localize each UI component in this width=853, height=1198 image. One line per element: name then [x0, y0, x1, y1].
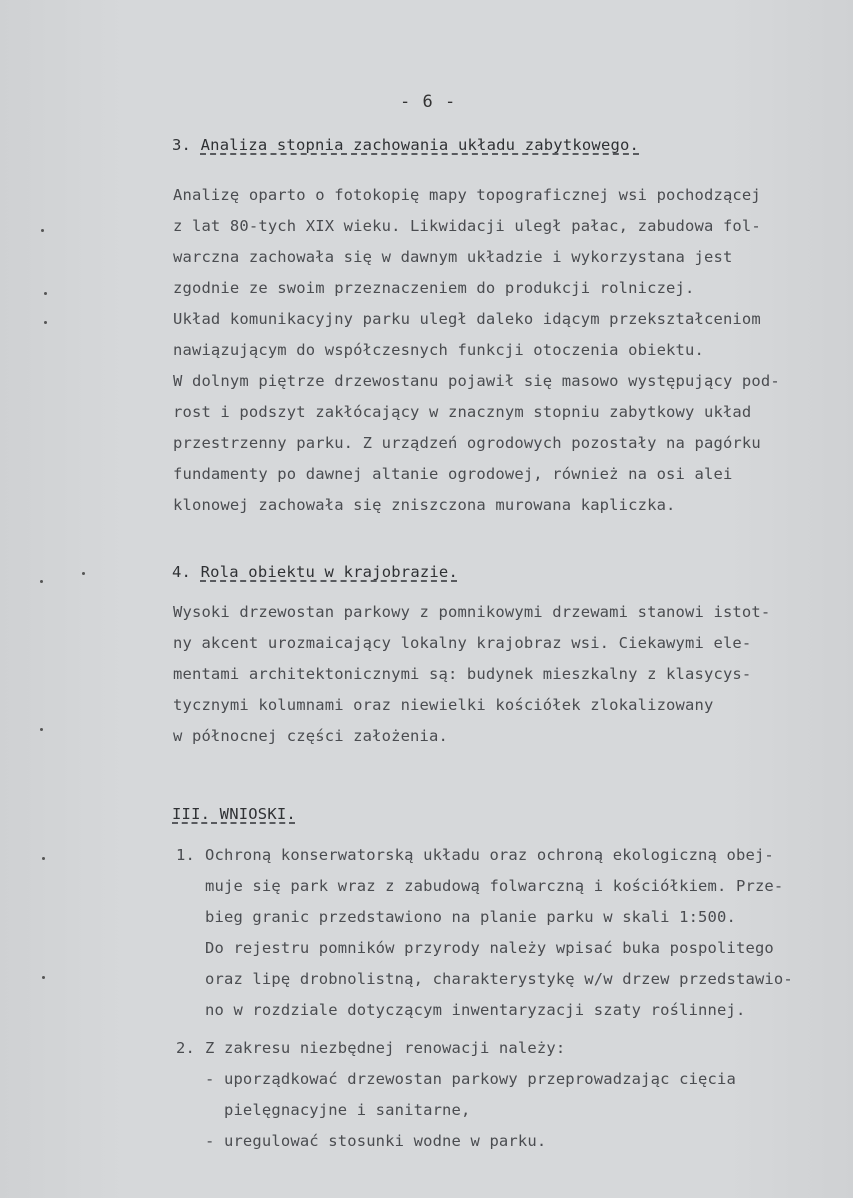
section-3-line: przestrzenny parku. Z urządzeń ogrodowych pozostały na pagórku	[173, 434, 761, 452]
item-1-line: no w rozdziale dotyczącym inwentaryzacji szaty roślinnej.	[205, 1001, 746, 1019]
item-2-line: pielęgnacyjne i sanitarne,	[205, 1101, 471, 1119]
section-3-line: zgodnie ze swoim przeznaczeniem do produkcji rolniczej.	[173, 279, 695, 297]
item-1-line: oraz lipę drobnolistną, charakterystykę w/w drzew przedstawio-	[205, 970, 793, 988]
section-3-line: z lat 80-tych XIX wieku. Likwidacji uległ pałac, zabudowa fol-	[173, 217, 761, 235]
item-2-line: - uregulować stosunki wodne w parku.	[205, 1132, 547, 1150]
section-3-line: klonowej zachowała się zniszczona murowana kapliczka.	[173, 496, 676, 514]
section-4-title: Rola obiektu w krajobrazie.	[200, 563, 458, 581]
section-3-line: Analizę oparto o fotokopię mapy topograficznej wsi pochodzącej	[173, 186, 761, 204]
section-3-title: Analiza stopnia zachowania układu zabytkowego.	[200, 136, 640, 154]
section-3-line: nawiązującym do współczesnych funkcji otoczenia obiektu.	[173, 341, 704, 359]
item-2-line: Z zakresu niezbędnej renowacji należy:	[205, 1039, 566, 1057]
section-iii-title: III. WNIOSKI.	[172, 805, 296, 823]
item-1-number: 1.	[176, 846, 195, 864]
margin-speck	[44, 321, 47, 324]
margin-speck	[44, 292, 47, 295]
section-3-line: fundamenty po dawnej altanie ogrodowej, również na osi alei	[173, 465, 733, 483]
section-3-line: W dolnym piętrze drzewostanu pojawił się masowo występujący pod-	[173, 372, 780, 390]
margin-speck	[40, 580, 43, 583]
margin-speck	[41, 229, 44, 232]
section-iii-heading	[172, 805, 296, 823]
item-2-line: - uporządkować drzewostan parkowy przeprowadzając cięcia	[205, 1070, 736, 1088]
item-1-line: Do rejestru pomników przyrody należy wpisać buka pospolitego	[205, 939, 774, 957]
section-3-line: warczna zachowała się w dawnym układzie i wykorzystana jest	[173, 248, 733, 266]
item-2-number: 2.	[176, 1039, 195, 1057]
section-3-number: 3.	[172, 136, 192, 154]
section-4-heading	[172, 563, 458, 581]
page-number: - 6 -	[400, 92, 457, 112]
section-4-line: tycznymi kolumnami oraz niewielki kościółek zlokalizowany	[173, 696, 714, 714]
section-4-number: 4.	[172, 563, 192, 581]
section-4-line: mentami architektonicznymi są: budynek mieszkalny z klasycys-	[173, 665, 752, 683]
item-1-line: Ochroną konserwatorską układu oraz ochroną ekologiczną obej-	[205, 846, 774, 864]
margin-speck	[40, 728, 43, 731]
margin-speck	[82, 572, 85, 575]
section-3-line: Układ komunikacyjny parku uległ daleko idącym przekształceniom	[173, 310, 761, 328]
section-4-line: w północnej części założenia.	[173, 727, 448, 745]
section-4-line: ny akcent urozmaicający lokalny krajobraz wsi. Ciekawymi ele-	[173, 634, 752, 652]
section-3-line: rost i podszyt zakłócający w znacznym stopniu zabytkowy układ	[173, 403, 752, 421]
section-4-line: Wysoki drzewostan parkowy z pomnikowymi drzewami stanowi istot-	[173, 603, 771, 621]
margin-speck	[42, 857, 45, 860]
margin-speck	[42, 976, 45, 979]
item-1-line: muje się park wraz z zabudową folwarczną i kościółkiem. Prze-	[205, 877, 784, 895]
item-1-line: bieg granic przedstawiono na planie parku w skali 1:500.	[205, 908, 736, 926]
section-3-heading	[172, 136, 639, 154]
